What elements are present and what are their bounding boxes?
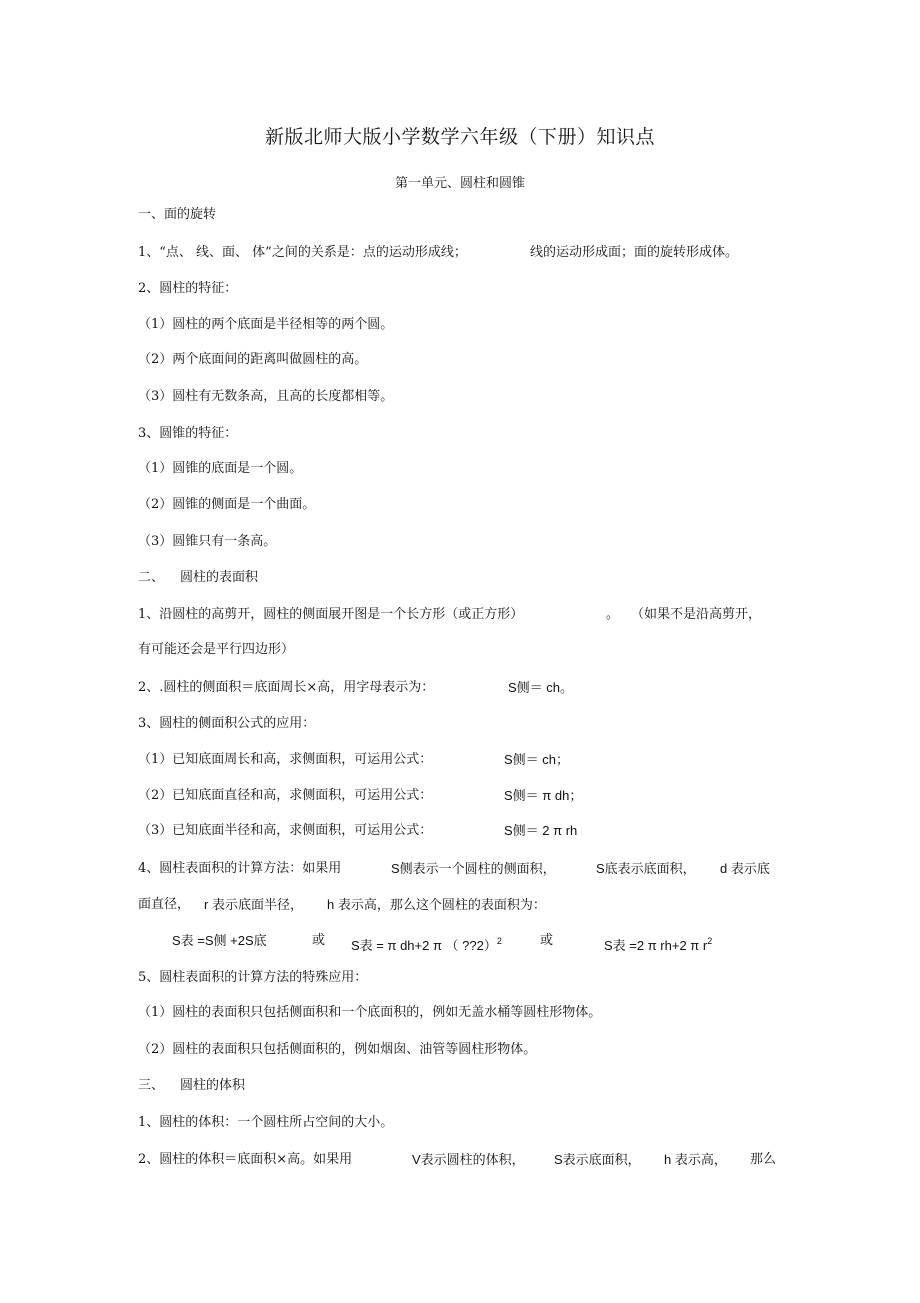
- paragraph-line: （2）圆柱的表面积只包括侧面积的，例如烟囱、油管等圆柱形物体。: [138, 1042, 537, 1057]
- section-heading-1: 一、面的旋转: [138, 207, 217, 222]
- paragraph-line: 3、圆锥的特征：: [138, 426, 238, 441]
- exponent: 2: [496, 936, 502, 946]
- formula: S侧＝ ch；: [504, 752, 570, 767]
- paragraph-line: 2、圆柱的特征：: [138, 281, 238, 296]
- paragraph-line: h 表示高，: [664, 1152, 727, 1167]
- or-label: 或: [312, 933, 326, 948]
- paragraph-line: （1）圆锥的底面是一个圆。: [138, 461, 303, 476]
- paragraph-line: （如果不是沿高剪开，: [631, 607, 762, 622]
- paragraph-line: （3）已知底面半径和高，求侧面积，可运用公式：: [138, 823, 433, 838]
- formula-surface-area-3: [604, 932, 712, 955]
- or-label: 或: [540, 933, 554, 948]
- formula: S侧＝ π dh；: [504, 788, 583, 803]
- exponent: 2: [707, 936, 713, 946]
- paragraph-line: （3）圆柱有无数条高，且高的长度都相等。: [138, 389, 394, 404]
- paragraph-line: 有可能还会是平行四边形）: [138, 642, 295, 657]
- paragraph-line: S侧表示一个圆柱的侧面积，: [391, 861, 556, 876]
- paragraph-line: （1）圆柱的两个底面是半径相等的两个圆。: [138, 317, 394, 332]
- formula-text: S表 =2 π rh+2 π r: [604, 938, 708, 953]
- paragraph-line: S表示底面积，: [554, 1152, 641, 1167]
- formula-text: S表 = π dh+2 π （ ??2）: [351, 938, 497, 953]
- section-heading-2-text: 圆柱的表面积: [180, 570, 259, 585]
- paragraph-line: r 表示底面半径，: [204, 897, 303, 912]
- paragraph-line: 4、圆柱表面积的计算方法：如果用: [138, 861, 342, 876]
- paragraph-line: 那么: [750, 1152, 777, 1167]
- page-title: 新版北师大版小学数学六年级（下册）知识点: [264, 126, 655, 148]
- paragraph-line: （2）两个底面间的距离叫做圆柱的高。: [138, 352, 368, 367]
- paragraph-line: 1、圆柱的体积：一个圆柱所占空间的大小。: [138, 1115, 394, 1130]
- paragraph-line: 2、圆柱的体积＝底面积×高。如果用: [138, 1152, 353, 1167]
- paragraph-line: h 表示高，那么这个圆柱的表面积为：: [327, 897, 546, 912]
- section-heading-3-number: 三、: [138, 1078, 165, 1093]
- paragraph-line: V表示圆柱的体积，: [412, 1152, 525, 1167]
- formula-surface-area-2: [351, 932, 502, 955]
- paragraph-line: 线的运动形成面；面的旋转形成体。: [530, 245, 739, 260]
- paragraph-line: （1）圆柱的表面积只包括侧面积和一个底面积的，例如无盖水桶等圆柱形物体。: [138, 1005, 602, 1020]
- section-heading-3-text: 圆柱的体积: [180, 1078, 246, 1093]
- formula-lateral-area: S侧＝ ch。: [508, 680, 574, 695]
- paragraph-line: （2）已知底面直径和高，求侧面积，可运用公式：: [138, 788, 433, 803]
- section-heading-2-number: 二、: [138, 570, 165, 585]
- paragraph-line: 1、沿圆柱的高剪开，圆柱的侧面展开图是一个长方形（或正方形）: [138, 607, 524, 622]
- unit-subtitle: 第一单元、圆柱和圆锥: [394, 176, 525, 191]
- paragraph-line: S底表示底面积，: [596, 861, 696, 876]
- paragraph-line: （1）已知底面周长和高，求侧面积，可运用公式：: [138, 752, 433, 767]
- paragraph-line: （2）圆锥的侧面是一个曲面。: [138, 497, 316, 512]
- paragraph-line: 1、“点、 线、面、 体”之间的关系是：点的运动形成线；: [138, 245, 467, 260]
- paragraph-line: 5、圆柱表面积的计算方法的特殊应用：: [138, 970, 368, 985]
- formula: S侧＝ 2 π rh: [504, 823, 578, 838]
- paragraph-line: 面直径，: [138, 897, 191, 912]
- paragraph-line: （3）圆锥只有一条高。: [138, 534, 277, 549]
- formula-surface-area-1: S表 =S侧 +2S底: [172, 933, 267, 948]
- paragraph-line: 。: [606, 607, 620, 622]
- paragraph-line: d 表示底: [720, 861, 770, 876]
- paragraph-line: 3、圆柱的侧面积公式的应用：: [138, 716, 316, 731]
- paragraph-line: 2、.圆柱的侧面积＝底面周长×高，用字母表示为：: [138, 680, 435, 695]
